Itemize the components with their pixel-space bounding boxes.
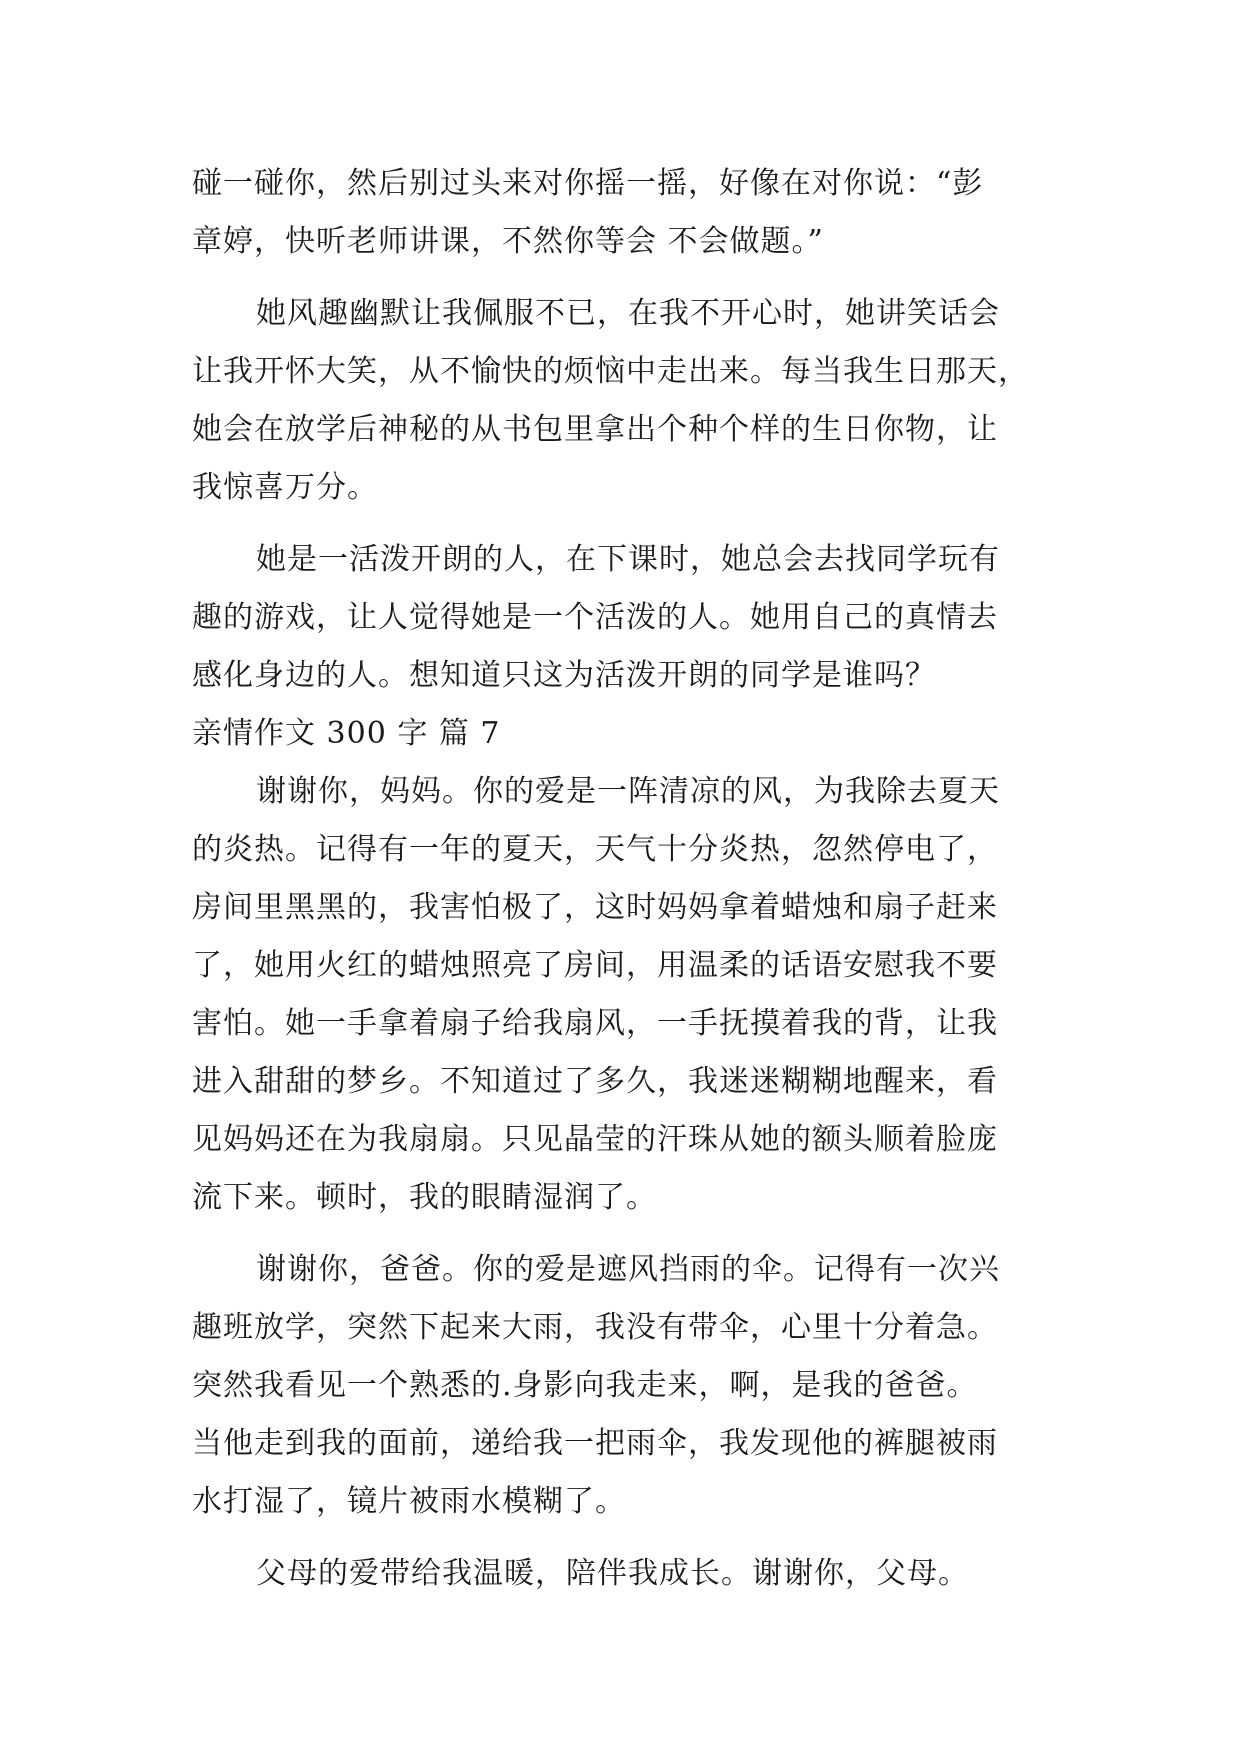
- text-line: 害怕。她一手拿着扇子给我扇风，一手抚摸着我的背，让我: [192, 1006, 998, 1041]
- text-line: 水打湿了，镜片被雨水模糊了。: [192, 1484, 626, 1519]
- text-line: 碰一碰你，然后别过头来对你摇一摇，好像在对你说：“彭: [192, 166, 984, 201]
- paragraph-start-line: 父母的爱带给我温暖，陪伴我成长。谢谢你，父母。: [256, 1556, 969, 1591]
- text-line: 流下来。顿时，我的眼睛湿润了。: [192, 1180, 657, 1215]
- text-line: 章婷，快听老师讲课，不然你等会 不会做题。”: [192, 224, 824, 259]
- text-line: 趣的游戏，让人觉得她是一个活泼的人。她用自己的真情去: [192, 600, 998, 635]
- section-heading: 亲情作文 300 字 篇 7: [192, 716, 501, 751]
- text-line: 我惊喜万分。: [192, 470, 378, 505]
- text-line: 见妈妈还在为我扇扇。只见晶莹的汗珠从她的额头顺着脸庞: [192, 1122, 998, 1157]
- paragraph-start-line: 她风趣幽默让我佩服不已，在我不开心时，她讲笑话会: [256, 296, 1000, 331]
- text-line: 了，她用火红的蜡烛照亮了房间，用温柔的话语安慰我不要: [192, 948, 998, 983]
- text-line: 房间里黑黑的，我害怕极了，这时妈妈拿着蜡烛和扇子赶来: [192, 890, 998, 925]
- paragraph-start-line: 谢谢你，妈妈。你的爱是一阵清凉的风，为我除去夏天: [256, 774, 1000, 809]
- text-line: 的炎热。记得有一年的夏天，天气十分炎热，忽然停电了，: [192, 832, 998, 867]
- text-line: 趣班放学，突然下起来大雨，我没有带伞，心里十分着急。: [192, 1310, 998, 1345]
- paragraph-start-line: 她是一活泼开朗的人，在下课时，她总会去找同学玩有: [256, 542, 1000, 577]
- text-line: 她会在放学后神秘的从书包里拿出个种个样的生日你物，让: [192, 412, 998, 447]
- text-line: 当他走到我的面前，递给我一把雨伞，我发现他的裤腿被雨: [192, 1426, 998, 1461]
- text-line: 感化身边的人。想知道只这为活泼开朗的同学是谁吗？: [192, 658, 936, 693]
- text-line: 进入甜甜的梦乡。不知道过了多久，我迷迷糊糊地醒来，看: [192, 1064, 998, 1099]
- document-body: [192, 155, 1052, 1603]
- paragraph-start-line: 谢谢你，爸爸。你的爱是遮风挡雨的伞。记得有一次兴: [256, 1252, 1000, 1287]
- text-line: 突然我看见一个熟悉的.身影向我走来，啊，是我的爸爸。: [192, 1368, 978, 1403]
- text-line: 让我开怀大笑，从不愉快的烦恼中走出来。每当我生日那天，: [192, 354, 1029, 389]
